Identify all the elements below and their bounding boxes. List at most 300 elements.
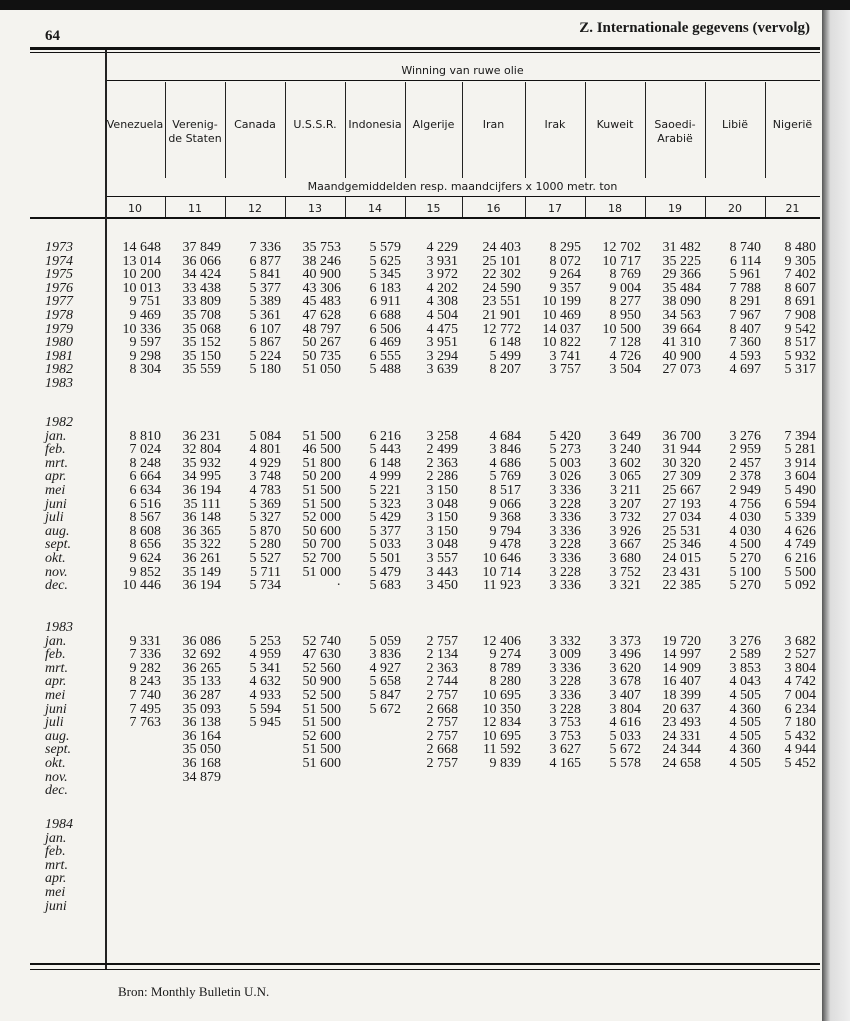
table-cell: 3 228 xyxy=(549,701,581,717)
table-cell: 2 757 xyxy=(426,687,458,703)
table-cell: 36 261 xyxy=(182,550,221,566)
column-divider xyxy=(705,82,706,178)
row-label: jan. xyxy=(45,830,67,846)
column-header: U.S.S.R. xyxy=(293,118,337,131)
table-row xyxy=(0,689,820,703)
table-cell: 3 443 xyxy=(426,564,458,580)
table-cell: 3 294 xyxy=(426,348,458,364)
table-cell: 52 600 xyxy=(302,728,341,744)
table-cell: 5 841 xyxy=(249,267,281,283)
table-cell: 10 199 xyxy=(542,294,581,310)
table-cell: 7 763 xyxy=(129,715,161,731)
column-divider xyxy=(525,82,526,178)
table-cell: 36 700 xyxy=(662,428,701,444)
table-cell: 5 100 xyxy=(729,564,761,580)
table-cell: 5 339 xyxy=(784,510,816,526)
table-cell: 5 270 xyxy=(729,550,761,566)
row-label: feb. xyxy=(45,647,66,663)
table-row xyxy=(0,430,820,444)
table-cell: 3 228 xyxy=(549,564,581,580)
column-divider xyxy=(645,197,646,217)
table-row xyxy=(0,743,820,757)
table-cell: 7 336 xyxy=(249,240,281,255)
table-cell: 24 403 xyxy=(482,240,521,255)
table-cell: 5 224 xyxy=(249,348,281,364)
table-cell: 35 225 xyxy=(662,253,701,269)
table-row xyxy=(0,295,820,309)
table-cell: 8 407 xyxy=(729,321,761,337)
table-cell: 3 228 xyxy=(549,674,581,690)
table-cell: 50 900 xyxy=(302,674,341,690)
table-cell: 52 560 xyxy=(302,660,341,676)
section-year-label: 1984 xyxy=(45,817,73,832)
table-cell: 3 407 xyxy=(609,687,641,703)
table-cell: 3 496 xyxy=(609,647,641,663)
section-year-label: 1982 xyxy=(45,415,73,430)
table-cell: 48 797 xyxy=(302,321,341,337)
table-cell: 3 748 xyxy=(249,469,281,485)
row-label: 1983 xyxy=(45,375,73,391)
table-cell: 3 336 xyxy=(549,523,581,539)
table-row xyxy=(0,282,820,296)
table-section xyxy=(0,818,820,913)
table-cell: 35 093 xyxy=(182,701,221,717)
table-cell: 14 909 xyxy=(662,660,701,676)
table-cell: 5 945 xyxy=(249,715,281,731)
table-cell: 5 377 xyxy=(249,280,281,296)
row-label: juli xyxy=(45,510,64,526)
table-cell: 5 221 xyxy=(369,482,401,498)
table-cell: 4 616 xyxy=(609,715,641,731)
table-cell: 9 469 xyxy=(129,307,161,323)
table-cell: 24 658 xyxy=(662,755,701,771)
column-number: 14 xyxy=(368,202,382,215)
table-cell: 8 248 xyxy=(129,455,161,471)
table-cell: 50 600 xyxy=(302,523,341,539)
column-number: 11 xyxy=(188,202,202,215)
table-cell: 36 066 xyxy=(182,253,221,269)
table-cell: 2 527 xyxy=(784,647,816,663)
table-cell: 3 336 xyxy=(549,660,581,676)
row-label: jan. xyxy=(45,633,67,649)
table-cell: 13 014 xyxy=(122,253,161,269)
table-row xyxy=(0,470,820,484)
table-cell: 19 720 xyxy=(662,633,701,649)
table-cell: 9 066 xyxy=(489,496,521,512)
table-cell: 5 847 xyxy=(369,687,401,703)
table-cell: 31 482 xyxy=(662,240,701,255)
table-cell: 11 923 xyxy=(483,578,521,594)
table-bottom-rule-thin xyxy=(30,969,820,970)
table-cell: 38 090 xyxy=(662,294,701,310)
table-cell: 25 667 xyxy=(662,482,701,498)
table-cell: 5 672 xyxy=(369,701,401,717)
table-cell: 10 013 xyxy=(122,280,161,296)
table-cell: 6 877 xyxy=(249,253,281,269)
table-cell: 3 336 xyxy=(549,482,581,498)
column-number: 10 xyxy=(128,202,142,215)
table-row xyxy=(0,771,820,785)
table-cell: 5 369 xyxy=(249,496,281,512)
table-cell: 3 207 xyxy=(609,496,641,512)
table-cell: 5 479 xyxy=(369,564,401,580)
table-row xyxy=(0,648,820,662)
column-divider xyxy=(345,82,346,178)
table-cell: 9 794 xyxy=(489,523,521,539)
table-cell: 4 505 xyxy=(729,715,761,731)
table-cell: 41 310 xyxy=(662,335,701,351)
table-cell: 4 504 xyxy=(426,307,458,323)
table-cell: 3 757 xyxy=(549,362,581,378)
table-row xyxy=(0,872,820,886)
table-top-rule-thin xyxy=(30,52,820,53)
table-cell: 3 336 xyxy=(549,510,581,526)
column-divider xyxy=(165,197,166,217)
table-cell: 6 506 xyxy=(369,321,401,337)
table-cell: 6 148 xyxy=(369,455,401,471)
table-cell: 5 033 xyxy=(369,537,401,553)
table-cell: 45 483 xyxy=(302,294,341,310)
table-cell: 3 336 xyxy=(549,550,581,566)
table-cell: 5 059 xyxy=(369,633,401,649)
column-divider xyxy=(405,197,406,217)
table-cell: 3 450 xyxy=(426,578,458,594)
table-row xyxy=(0,757,820,771)
row-label: 1981 xyxy=(45,348,73,364)
table-cell: 6 555 xyxy=(369,348,401,364)
table-cell: 5 867 xyxy=(249,335,281,351)
table-cell: 51 000 xyxy=(302,564,341,580)
table-cell: 7 740 xyxy=(129,687,161,703)
table-cell: 35 111 xyxy=(183,496,221,512)
table-cell: 51 500 xyxy=(302,742,341,758)
table-cell: 29 366 xyxy=(662,267,701,283)
table-cell: 4 475 xyxy=(426,321,458,337)
table-row xyxy=(0,323,820,337)
group-header-rule xyxy=(105,80,820,81)
table-cell: 3 276 xyxy=(729,633,761,649)
table-cell: 6 664 xyxy=(129,469,161,485)
table-cell: 35 559 xyxy=(182,362,221,378)
table-cell: 36 194 xyxy=(182,482,221,498)
table-cell: 4 030 xyxy=(729,510,761,526)
table-cell: 4 505 xyxy=(729,728,761,744)
column-header: Canada xyxy=(234,118,276,131)
table-cell: 3 240 xyxy=(609,442,641,458)
table-cell: 3 914 xyxy=(784,455,816,471)
table-cell: 8 950 xyxy=(609,307,641,323)
page-fold xyxy=(822,10,850,1021)
table-cell: 2 757 xyxy=(426,755,458,771)
table-cell: 10 200 xyxy=(122,267,161,283)
table-cell: 14 648 xyxy=(122,240,161,255)
table-cell: 9 751 xyxy=(129,294,161,310)
table-cell: 5 672 xyxy=(609,742,641,758)
row-label: nov. xyxy=(45,769,68,785)
row-label: feb. xyxy=(45,442,66,458)
table-cell: 9 852 xyxy=(129,564,161,580)
table-cell: 5 341 xyxy=(249,660,281,676)
column-divider xyxy=(525,197,526,217)
column-number-rule xyxy=(30,217,820,219)
table-cell: 4 999 xyxy=(369,469,401,485)
table-row xyxy=(0,457,820,471)
column-divider xyxy=(645,82,646,178)
table-cell: 5 579 xyxy=(369,240,401,255)
table-cell: 3 649 xyxy=(609,428,641,444)
table-cell: 14 037 xyxy=(542,321,581,337)
table-cell: 8 769 xyxy=(609,267,641,283)
table-cell: 2 378 xyxy=(729,469,761,485)
table-cell: 3 009 xyxy=(549,647,581,663)
table-cell: 22 302 xyxy=(482,267,521,283)
table-row xyxy=(0,579,820,593)
table-cell: 4 165 xyxy=(549,755,581,771)
column-header: Venezuela xyxy=(106,118,164,131)
table-row xyxy=(0,845,820,859)
table-cell: 20 637 xyxy=(662,701,701,717)
table-row xyxy=(0,538,820,552)
table-cell: 3 602 xyxy=(609,455,641,471)
table-cell: 3 926 xyxy=(609,523,641,539)
row-label: dec. xyxy=(45,783,68,799)
table-cell: 4 505 xyxy=(729,755,761,771)
table-row xyxy=(0,309,820,323)
table-cell: 2 363 xyxy=(426,660,458,676)
table-row xyxy=(0,525,820,539)
table-cell: 5 033 xyxy=(609,728,641,744)
table-cell: 3 639 xyxy=(426,362,458,378)
table-cell: 10 717 xyxy=(602,253,641,269)
table-cell: 4 030 xyxy=(729,523,761,539)
table-cell: 5 658 xyxy=(369,674,401,690)
table-cell: 5 683 xyxy=(369,578,401,594)
table-cell: 9 282 xyxy=(129,660,161,676)
table-cell: 51 600 xyxy=(302,755,341,771)
table-cell: 36 265 xyxy=(182,660,221,676)
table-cell: 3 604 xyxy=(784,469,816,485)
row-label: 1980 xyxy=(45,335,73,351)
table-cell: 3 336 xyxy=(549,578,581,594)
table-cell: 4 360 xyxy=(729,742,761,758)
table-cell: 4 500 xyxy=(729,537,761,553)
table-cell: 50 267 xyxy=(302,335,341,351)
table-cell: 3 321 xyxy=(609,578,641,594)
table-cell: 35 753 xyxy=(302,240,341,255)
table-cell: 6 107 xyxy=(249,321,281,337)
table-cell: 4 043 xyxy=(729,674,761,690)
row-label: juli xyxy=(45,715,64,731)
table-cell: 6 911 xyxy=(370,294,401,310)
column-header: Libië xyxy=(722,118,748,131)
column-divider xyxy=(585,197,586,217)
table-cell: 35 150 xyxy=(182,348,221,364)
column-divider xyxy=(345,197,346,217)
table-cell: 9 298 xyxy=(129,348,161,364)
table-cell: 8 304 xyxy=(129,362,161,378)
table-cell: 5 527 xyxy=(249,550,281,566)
table-row xyxy=(0,552,820,566)
table-cell: 3 258 xyxy=(426,428,458,444)
table-cell: 3 753 xyxy=(549,715,581,731)
table-cell: 32 804 xyxy=(182,442,221,458)
table-row xyxy=(0,511,820,525)
table-cell: 3 972 xyxy=(426,267,458,283)
table-cell: 9 264 xyxy=(549,267,581,283)
table-cell: 5 389 xyxy=(249,294,281,310)
table-cell: 24 344 xyxy=(662,742,701,758)
table-cell: 3 211 xyxy=(610,482,641,498)
table-section xyxy=(0,241,820,391)
table-cell: 3 336 xyxy=(549,687,581,703)
table-cell: 6 216 xyxy=(784,550,816,566)
row-label: jan. xyxy=(45,428,67,444)
column-number: 17 xyxy=(548,202,562,215)
table-cell: 40 900 xyxy=(302,267,341,283)
table-cell: 9 305 xyxy=(784,253,816,269)
table-cell: 21 901 xyxy=(482,307,521,323)
table-bottom-rule xyxy=(30,963,820,965)
table-cell: 51 050 xyxy=(302,362,341,378)
table-cell: 2 589 xyxy=(729,647,761,663)
table-cell: 4 684 xyxy=(489,428,521,444)
table-cell: 3 557 xyxy=(426,550,458,566)
table-cell: 35 152 xyxy=(182,335,221,351)
table-cell: 5 420 xyxy=(549,428,581,444)
table-cell: 12 834 xyxy=(482,715,521,731)
table-cell: 8 291 xyxy=(729,294,761,310)
table-cell: 5 961 xyxy=(729,267,761,283)
table-cell: 3 150 xyxy=(426,510,458,526)
table-cell: 10 469 xyxy=(542,307,581,323)
table-row xyxy=(0,784,820,798)
column-divider xyxy=(462,197,463,217)
table-cell: 5 499 xyxy=(489,348,521,364)
table-cell: 3 951 xyxy=(426,335,458,351)
table-cell: 2 757 xyxy=(426,633,458,649)
table-cell: 16 407 xyxy=(662,674,701,690)
table-cell: 7 024 xyxy=(129,442,161,458)
table-cell: 5 490 xyxy=(784,482,816,498)
table-cell: 3 741 xyxy=(549,348,581,364)
table-cell: 4 726 xyxy=(609,348,641,364)
source-note: Bron: Monthly Bulletin U.N. xyxy=(118,984,270,999)
table-cell: 4 801 xyxy=(249,442,281,458)
table-cell: 51 500 xyxy=(302,482,341,498)
table-row xyxy=(0,443,820,457)
table-row xyxy=(0,662,820,676)
table-top-rule xyxy=(30,47,820,50)
table-cell: 2 744 xyxy=(426,674,458,690)
table-cell: 3 026 xyxy=(549,469,581,485)
table-cell: 4 626 xyxy=(784,523,816,539)
table-cell: 8 517 xyxy=(784,335,816,351)
table-cell: 3 228 xyxy=(549,496,581,512)
table-cell: 5 270 xyxy=(729,578,761,594)
table-cell: 4 749 xyxy=(784,537,816,553)
table-cell: 38 246 xyxy=(302,253,341,269)
page-title: Z. Internationale gegevens (vervolg) xyxy=(579,20,810,36)
table-cell: 5 281 xyxy=(784,442,816,458)
table-cell: 25 531 xyxy=(662,523,701,539)
table-cell: 51 500 xyxy=(302,496,341,512)
table-cell: 2 949 xyxy=(729,482,761,498)
table-cell: 3 667 xyxy=(609,537,641,553)
table-cell: 7 402 xyxy=(784,267,816,283)
column-divider xyxy=(285,197,286,217)
table-cell: 10 714 xyxy=(482,564,521,580)
table-cell: 34 424 xyxy=(182,267,221,283)
table-cell: 2 286 xyxy=(426,469,458,485)
table-cell: 36 365 xyxy=(182,523,221,539)
table-cell: 6 183 xyxy=(369,280,401,296)
table-cell: 27 309 xyxy=(662,469,701,485)
table-row xyxy=(0,635,820,649)
table-cell: 43 306 xyxy=(302,280,341,296)
table-cell: 24 590 xyxy=(482,280,521,296)
table-cell: 12 406 xyxy=(482,633,521,649)
table-cell: 5 003 xyxy=(549,455,581,471)
column-number: 21 xyxy=(785,202,800,215)
table-cell: 5 734 xyxy=(249,578,281,594)
column-header: Kuweit xyxy=(596,118,634,131)
table-cell: 7 004 xyxy=(784,687,816,703)
table-cell: 24 331 xyxy=(662,728,701,744)
table-row xyxy=(0,484,820,498)
table-cell: 2 668 xyxy=(426,701,458,717)
table-cell: 3 680 xyxy=(609,550,641,566)
table-cell: 3 804 xyxy=(609,701,641,717)
table-cell: 10 500 xyxy=(602,321,641,337)
table-cell: 36 287 xyxy=(182,687,221,703)
table-cell: 12 702 xyxy=(602,240,641,255)
table-cell: 9 274 xyxy=(489,647,521,663)
column-divider xyxy=(285,82,286,178)
table-cell: 5 769 xyxy=(489,469,521,485)
row-label: juni xyxy=(45,701,67,717)
table-cell: 5 092 xyxy=(784,578,816,594)
column-header: Indonesia xyxy=(348,118,402,131)
table-cell: 5 280 xyxy=(249,537,281,553)
table-cell: 8 517 xyxy=(489,482,521,498)
row-label: apr. xyxy=(45,871,67,887)
table-cell: 3 065 xyxy=(609,469,641,485)
table-cell: 11 592 xyxy=(483,742,521,758)
row-label: dec. xyxy=(45,578,68,594)
column-divider xyxy=(225,82,226,178)
table-cell: 5 084 xyxy=(249,428,281,444)
table-cell: 8 656 xyxy=(129,537,161,553)
table-cell: 51 500 xyxy=(302,701,341,717)
row-label: mrt. xyxy=(45,857,68,873)
table-cell: 22 385 xyxy=(662,578,701,594)
table-cell: 5 578 xyxy=(609,755,641,771)
table-cell: 4 933 xyxy=(249,687,281,703)
table-cell: 3 048 xyxy=(426,537,458,553)
table-cell: 9 357 xyxy=(549,280,581,296)
column-divider xyxy=(165,82,166,178)
table-cell: 35 068 xyxy=(182,321,221,337)
table-cell: 27 073 xyxy=(662,362,701,378)
table-cell: 9 597 xyxy=(129,335,161,351)
table-row xyxy=(0,350,820,364)
table-cell: 7 180 xyxy=(784,715,816,731)
table-cell: 36 194 xyxy=(182,578,221,594)
table-cell: 2 959 xyxy=(729,442,761,458)
table-cell: 30 320 xyxy=(662,455,701,471)
table-cell: 4 929 xyxy=(249,455,281,471)
table-cell: 39 664 xyxy=(662,321,701,337)
